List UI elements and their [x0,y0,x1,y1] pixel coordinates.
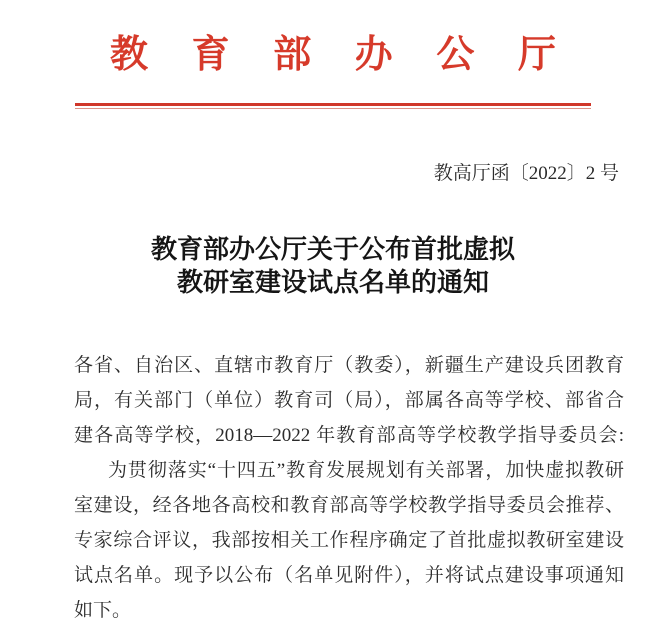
body-line: 专家综合评议，我部按相关工作程序确定了首批虚拟教研室建设 [74,530,624,551]
divider-thick-line [75,103,591,106]
body-line: 室建设，经各地各高校和教育部高等学校教学指导委员会推荐、 [74,495,624,516]
body-line: 为贯彻落实“十四五”教育发展规划有关部署，加快虚拟教研 [108,460,624,481]
notice-title-line2: 教研室建设试点名单的通知 [176,268,489,297]
notice-title [0,233,666,299]
body-line: 试点名单。现予以公布（名单见附件），并将试点建设事项通知 [74,565,624,586]
red-header-divider [75,103,591,109]
body-line: 建各高等学校，2018—2022 年教育部高等学校教学指导委员会: [74,425,624,446]
body-line: 各省、自治区、直辖市教育厅（教委），新疆生产建设兵团教育 [74,355,624,376]
notice-body [74,348,624,628]
notice-title-line1: 教育部办公厅关于公布首批虚拟 [150,235,515,264]
body-line: 如下。 [74,600,132,621]
agency-header-title: 教育部办公厅 [110,34,556,76]
document-number: 教高厅函〔2022〕2 号 [433,163,619,184]
divider-thin-line [75,108,591,109]
body-line: 局，有关部门（单位）教育司（局），部属各高等学校、部省合 [74,390,624,411]
